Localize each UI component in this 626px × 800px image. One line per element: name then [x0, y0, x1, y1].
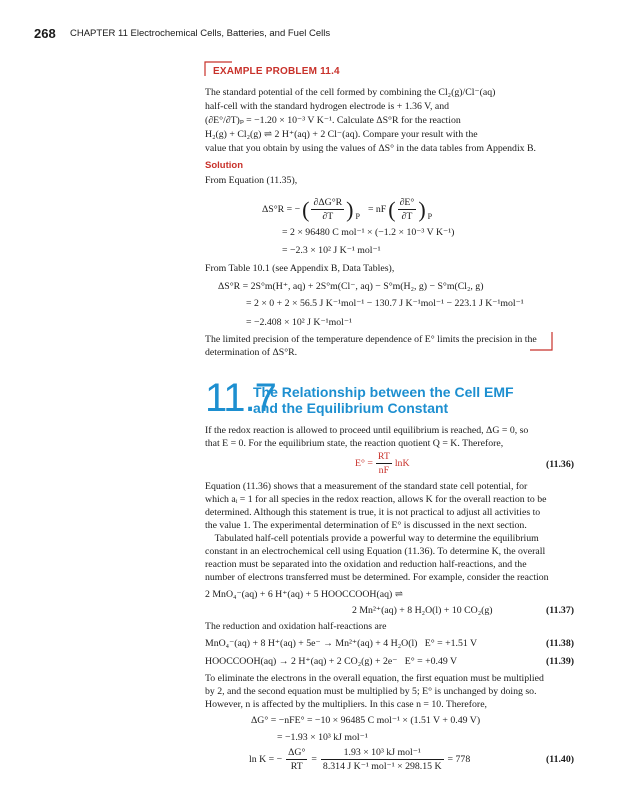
- eq1138-label: (11.38): [545, 638, 574, 649]
- p1-line-2: that E = 0. For the equilibrium state, the reaction quotient Q = K. Therefore,: [205, 438, 504, 449]
- deriv-num2: ∂E°: [399, 197, 415, 208]
- table-step-2: = −2.408 × 10² J K⁻¹mol⁻¹: [246, 317, 352, 328]
- page-number: 268: [34, 26, 56, 41]
- step-2: = −2.3 × 10² J K⁻¹ mol⁻¹: [282, 245, 381, 256]
- eq1136-num: RT: [377, 451, 390, 462]
- deriv-num: ∂ΔG°R: [313, 197, 343, 208]
- from-table: From Table 10.1 (see Appendix B, Data Tables),: [205, 263, 395, 274]
- solution-label: Solution: [205, 160, 243, 171]
- eq1140-label: (11.40): [545, 754, 574, 765]
- dg-line-1: ΔG° = −nFE° = −10 × 96485 C mol⁻¹ × (1.51 V + 0.49 V): [251, 715, 481, 726]
- chapter-header: CHAPTER 11 Electrochemical Cells, Batteries, and Fuel Cells: [70, 28, 331, 39]
- p2-line-8: number of electrons transferred must be determined. For example, consider the reaction: [205, 572, 549, 583]
- lnk-num2: 1.93 × 10³ kJ mol⁻¹: [321, 746, 444, 760]
- half-intro: The reduction and oxidation half-reactions are: [205, 621, 387, 632]
- problem-line-3: (∂E°/∂T)ₚ = −1.20 × 10⁻³ V K⁻¹. Calculate ΔS°R for the reaction: [205, 115, 461, 126]
- eq1139-label: (11.39): [545, 656, 574, 667]
- eq1136-fraction: [376, 450, 392, 477]
- conclusion-line-1: The limited precision of the temperature dependence of E° limits the precision in the: [205, 334, 537, 345]
- p2-line-5: Tabulated half-cell potentials provide a powerful way to determine the equilibrium: [205, 533, 539, 544]
- lnk-fraction-1: [286, 746, 307, 773]
- deriv-sub-1: P: [355, 212, 360, 221]
- eq1136-den: nF: [378, 465, 390, 476]
- problem-line-1: The standard potential of the cell formed by combining the Cl₂(g)/Cl⁻(aq): [205, 87, 496, 98]
- lnk-equation: [249, 746, 470, 773]
- deriv-paren-close-2: ): [418, 196, 426, 222]
- equation-11-36: [355, 450, 410, 477]
- section-title: [253, 384, 514, 416]
- eq1136-rhs: lnK: [394, 458, 410, 469]
- problem-line-5: value that you obtain by using the values of ΔS° in the data tables from Appendix B.: [205, 143, 537, 154]
- eq1137-line-1: 2 MnO₄⁻(aq) + 6 H⁺(aq) + 5 HOOCCOOH(aq) ⇌: [205, 589, 403, 600]
- step-1: = 2 × 96480 C mol⁻¹ × (−1.2 × 10⁻³ V K⁻¹): [282, 227, 455, 238]
- p2-line-2: which aᵢ = 1 for all species in the redox reaction, allows K for the overall reaction to be: [205, 494, 547, 505]
- deriv-paren-close: ): [346, 196, 354, 222]
- deriv-paren-open: (: [302, 196, 310, 222]
- p2-line-1: Equation (11.36) shows that a measurement of the standard state cell potential, for: [205, 481, 528, 492]
- problem-line-4: H₂(g) + Cl₂(g) ⇌ 2 H⁺(aq) + 2 Cl⁻(aq). Compare your result with the: [205, 129, 478, 140]
- p1-line-1: If the redox reaction is allowed to proceed until equilibrium is reached, ΔG = 0, so: [205, 425, 529, 436]
- deriv-fraction-1: [311, 196, 344, 223]
- eq1136-lhs: E° =: [355, 458, 373, 469]
- section-title-line-2: and the Equilibrium Constant: [253, 400, 449, 416]
- lnk-fraction-2: [321, 746, 444, 773]
- deriv-mid: = nF: [367, 204, 387, 215]
- p3-line-1: To eliminate the electrons in the overall equation, the first equation must be multiplied: [205, 673, 544, 684]
- lnk-eq: =: [311, 754, 317, 765]
- deriv-sub-2: P: [427, 212, 433, 221]
- problem-line-2: half-cell with the standard hydrogen electrode is + 1.36 V, and: [205, 101, 450, 112]
- eq1136-label: (11.36): [545, 459, 574, 470]
- section-title-line-1: The Relationship between the Cell EMF: [253, 384, 514, 400]
- lnk-den1: RT: [290, 761, 303, 772]
- p3-line-2: by 2, and the second equation must be multiplied by 5; E° is unchanged by doing so.: [205, 686, 537, 697]
- eq1137-line-2: 2 Mn²⁺(aq) + 8 H₂O(l) + 10 CO₂(g): [352, 605, 493, 616]
- deriv-fraction-2: [398, 196, 417, 223]
- lnk-num1: ΔG°: [288, 747, 306, 758]
- lnk-lhs: ln K = −: [249, 754, 283, 765]
- example-title: EXAMPLE PROBLEM 11.4: [213, 66, 340, 77]
- derivative-equation: [262, 196, 432, 223]
- eq1138: MnO₄⁻(aq) + 8 H⁺(aq) + 5e⁻ → Mn²⁺(aq) + 4 H₂O(l) E° = +1.51 V: [205, 638, 478, 649]
- section-number: 11.7: [205, 376, 276, 420]
- deriv-den: ∂T: [322, 211, 334, 222]
- p2-line-4: the value 1. The experimental determination of E° is discussed in the next section.: [205, 520, 527, 531]
- conclusion-line-2: determination of ΔS°R.: [205, 347, 298, 358]
- eq1137-label: (11.37): [545, 605, 574, 616]
- p2-line-3: determined. Although this statement is true, it is not practical to adjust all activities to: [205, 507, 541, 518]
- p3-line-3: However, n is affected by the multipliers. In this case n = 10. Therefore,: [205, 699, 487, 710]
- table-step-1: = 2 × 0 + 2 × 56.5 J K⁻¹mol⁻¹ − 130.7 J K⁻¹mol⁻¹ − 223.1 J K⁻¹mol⁻¹: [246, 298, 524, 309]
- table-equation: ΔS°R = 2S°m(H⁺, aq) + 2S°m(Cl⁻, aq) − S°m(H₂, g) − S°m(Cl₂, g): [218, 281, 484, 292]
- deriv-lhs: ΔS°R = −: [262, 204, 301, 215]
- deriv-den2: ∂T: [401, 211, 413, 222]
- lnk-den2: 8.314 J K⁻¹ mol⁻¹ × 298.15 K: [322, 761, 442, 772]
- deriv-paren-open-2: (: [388, 196, 396, 222]
- p2-line-6: constant in an electrochemical cell using Equation (11.36). To determine K, the overall: [205, 546, 546, 557]
- dg-line-2: = −1.93 × 10³ kJ mol⁻¹: [277, 732, 368, 743]
- eq1139: HOOCCOOH(aq) → 2 H⁺(aq) + 2 CO₂(g) + 2e⁻ E° = +0.49 V: [205, 656, 458, 667]
- from-equation: From Equation (11.35),: [205, 175, 298, 186]
- lnk-result: = 778: [447, 754, 471, 765]
- p2-line-7: reaction must be separated into the oxidation and reduction half-reactions, and the: [205, 559, 527, 570]
